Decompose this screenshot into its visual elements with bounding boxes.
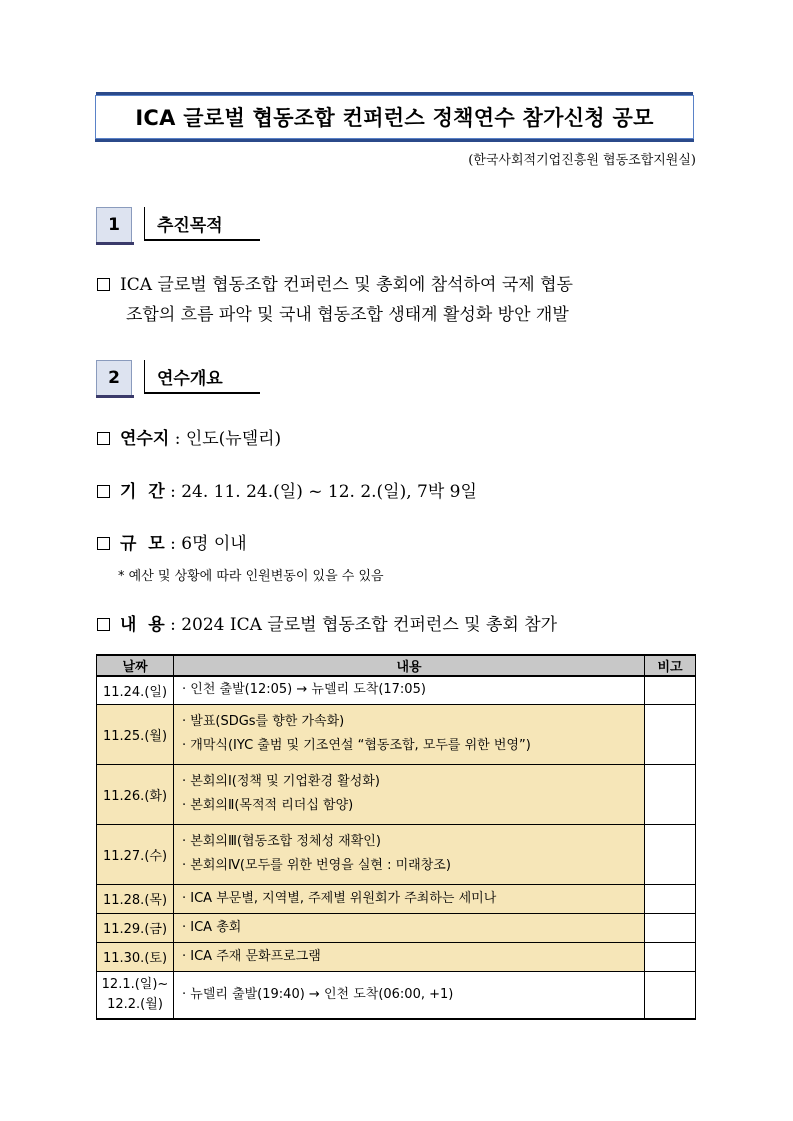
row-date: 11.29.(금) <box>97 913 174 942</box>
page-title: ICA 글로벌 협동조합 컨퍼런스 정책연수 참가신청 공모 <box>135 106 654 130</box>
row-item: · 본회의Ⅱ(목적적 리더십 함양) <box>182 798 354 813</box>
row-content <box>174 884 645 913</box>
row-memo <box>645 971 696 1019</box>
row-memo <box>645 764 696 824</box>
checkbox-icon <box>97 618 110 631</box>
row-item: · 본회의Ⅳ(모두를 위한 번영을 실현 : 미래창조) <box>182 858 451 873</box>
row-item: · 인천 출발(12:05) → 뉴델리 도착(17:05) <box>182 682 426 698</box>
row-content <box>174 913 645 942</box>
row-item: · 본회의Ⅲ(협동조합 정체성 재확인) <box>182 834 381 849</box>
location-item <box>97 424 281 454</box>
row-content <box>174 942 645 971</box>
scale-label: 규 모 <box>120 534 165 554</box>
content-label: 내 용 <box>120 615 165 635</box>
section-2-number: 2 <box>96 360 132 396</box>
period-value: : 24. 11. 24.(일) ~ 12. 2.(일), 7박 9일 <box>170 482 477 502</box>
row-date-line-2: 12.2.(월) <box>107 996 163 1012</box>
row-item: · 개막식(IYC 출범 및 기조연설 “협동조합, 모두를 위한 번영”) <box>182 738 531 753</box>
section-1-title: 추진목적 <box>144 207 260 241</box>
header-memo: 비고 <box>645 655 696 676</box>
scale-note: * 예산 및 상황에 따라 인원변동이 있을 수 있음 <box>118 569 384 584</box>
row-date <box>97 971 174 1019</box>
row-date: 11.25.(월) <box>97 704 174 764</box>
row-memo <box>645 913 696 942</box>
content-value: : 2024 ICA 글로벌 협동조합 컨퍼런스 및 총회 참가 <box>170 615 558 635</box>
row-item: · 발표(SDGs를 향한 가속화) <box>182 714 345 729</box>
table-row <box>97 764 696 824</box>
table-row <box>97 676 696 704</box>
checkbox-icon <box>97 432 110 445</box>
schedule-table <box>96 654 696 1020</box>
scale-item <box>97 529 247 559</box>
content-item <box>97 610 557 640</box>
row-memo <box>645 704 696 764</box>
row-memo <box>645 676 696 704</box>
section-1-number: 1 <box>96 207 132 243</box>
row-memo <box>645 824 696 884</box>
period-item <box>97 477 477 507</box>
period-label: 기 간 <box>120 482 165 502</box>
location-label: 연수지 <box>120 429 170 449</box>
row-content <box>174 824 645 884</box>
purpose-line-1: ICA 글로벌 협동조합 컨퍼런스 및 총회에 참석하여 국제 협동 <box>120 275 573 295</box>
table-row <box>97 704 696 764</box>
row-date-line-1: 12.1.(일)~ <box>101 976 169 992</box>
table-row <box>97 942 696 971</box>
checkbox-icon <box>97 485 110 498</box>
table-row <box>97 971 696 1019</box>
scale-value: : 6명 이내 <box>170 534 247 554</box>
row-content <box>174 676 645 704</box>
row-memo <box>645 942 696 971</box>
row-date: 11.26.(화) <box>97 764 174 824</box>
table-row <box>97 884 696 913</box>
schedule-header-row <box>97 655 696 676</box>
row-content <box>174 971 645 1019</box>
header-content: 내용 <box>174 655 645 676</box>
row-memo <box>645 884 696 913</box>
header-date: 날짜 <box>97 655 174 676</box>
row-item: · 본회의Ⅰ(정책 및 기업환경 활성화) <box>182 774 380 789</box>
location-value: : 인도(뉴델리) <box>174 429 282 449</box>
row-date: 11.24.(일) <box>97 676 174 704</box>
row-content <box>174 764 645 824</box>
purpose-line-2: 조합의 흐름 파악 및 국내 협동조합 생태계 활성화 방안 개발 <box>126 305 569 325</box>
checkbox-icon <box>97 278 110 291</box>
checkbox-icon <box>97 537 110 550</box>
section-2-title: 연수개요 <box>144 360 260 394</box>
page-subtitle: (한국사회적기업진흥원 협동조합지원실) <box>468 153 696 168</box>
page-title-box <box>95 95 694 139</box>
row-date: 11.30.(토) <box>97 942 174 971</box>
purpose-paragraph <box>97 270 573 330</box>
row-date: 11.28.(목) <box>97 884 174 913</box>
row-item: · ICA 주재 문화프로그램 <box>182 948 321 964</box>
table-row <box>97 913 696 942</box>
row-item: · ICA 부문별, 지역별, 주제별 위원회가 주최하는 세미나 <box>182 890 497 906</box>
row-item: · 뉴델리 출발(19:40) → 인천 도착(06:00, +1) <box>182 986 454 1002</box>
row-item: · ICA 총회 <box>182 919 242 935</box>
table-row <box>97 824 696 884</box>
row-content <box>174 704 645 764</box>
row-date: 11.27.(수) <box>97 824 174 884</box>
